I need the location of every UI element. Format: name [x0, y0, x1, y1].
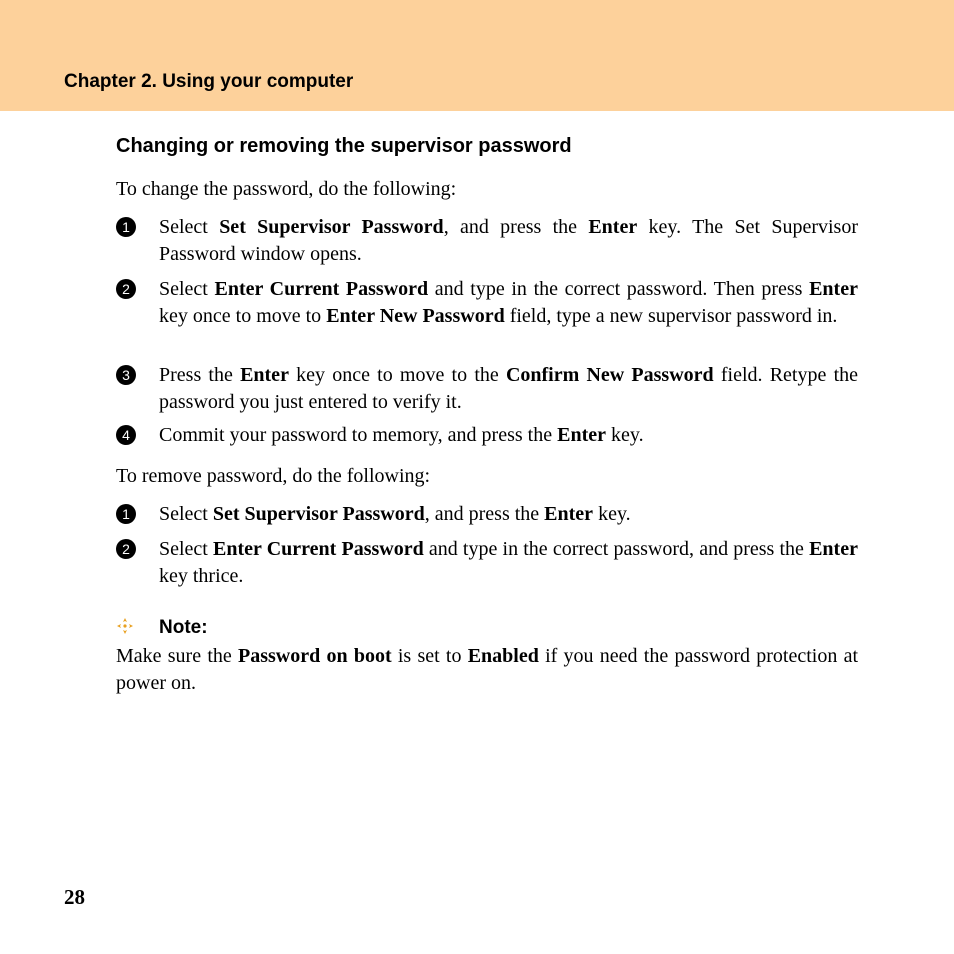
- step-text: Select Set Supervisor Password, and press the Enter key. The Set Supervisor Password window opens.: [159, 216, 859, 265]
- step-text: Select Set Supervisor Password, and press the Enter key.: [159, 503, 631, 525]
- note-body: Make sure the Password on boot is set to Enabled if you need the password protection at power on.: [116, 645, 858, 694]
- step-text: Press the Enter key once to move to the Confirm New Password field. Retype the password you just entered to verify it.: [159, 364, 858, 413]
- step-number-badge: 1: [116, 217, 136, 237]
- step-number-badge: 2: [116, 279, 136, 299]
- remove-step-2: [116, 536, 858, 590]
- chapter-title: Chapter 2. Using your computer: [64, 71, 354, 92]
- page-number: 28: [64, 885, 85, 909]
- step-number-badge: 4: [116, 425, 136, 445]
- step-text: Select Enter Current Password and type in the correct password, and press the Enter key thrice.: [159, 538, 858, 587]
- change-step-3: [116, 362, 858, 416]
- change-intro: To change the password, do the following:: [116, 178, 457, 200]
- step-number-badge: 2: [116, 539, 136, 559]
- step-text: Commit your password to memory, and press the Enter key.: [159, 424, 644, 446]
- change-step-1: [116, 214, 858, 268]
- step-number-badge: 3: [116, 365, 136, 385]
- section-title: Changing or removing the supervisor password: [116, 135, 572, 157]
- remove-intro: To remove password, do the following:: [116, 465, 431, 487]
- change-step-2: [116, 276, 858, 330]
- chapter-header-band: [0, 0, 954, 111]
- diamond-bullet-icon: [116, 617, 138, 638]
- step-number-badge: 1: [116, 504, 136, 524]
- step-text: Select Enter Current Password and type in the correct password. Then press Enter key once to move to Enter New Password field, type a new supervisor password in.: [159, 278, 858, 327]
- remove-step-1: [116, 501, 858, 528]
- note-label: Note:: [159, 617, 208, 638]
- change-step-4: [116, 422, 858, 449]
- note-header: [116, 617, 208, 639]
